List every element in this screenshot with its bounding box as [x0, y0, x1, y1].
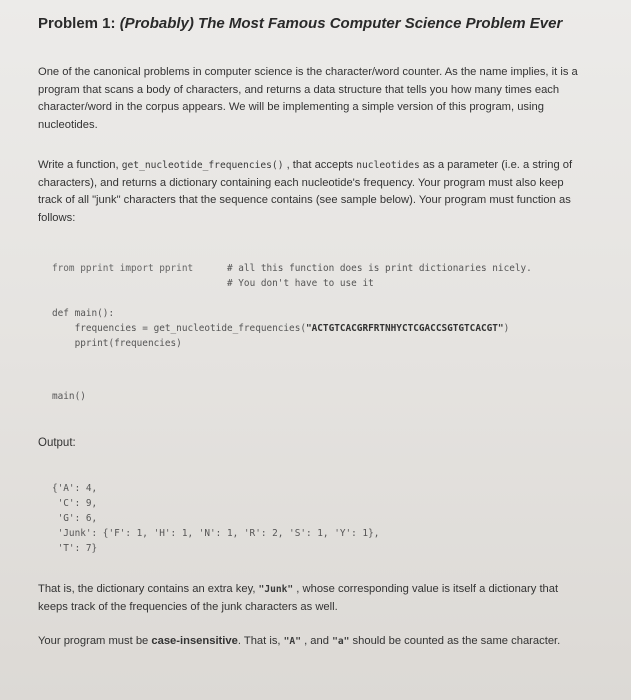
code-comment-2: # You don't have to use it	[227, 278, 374, 289]
output-line: {'A': 4,	[52, 483, 98, 494]
assign-prefix: frequencies = get_nucleotide_frequencies(	[52, 323, 306, 334]
case-paragraph	[38, 633, 588, 651]
code-def-line: def main():	[52, 308, 115, 319]
problem-title	[38, 15, 598, 32]
lower-a-code: "a"	[332, 636, 350, 647]
junk-text-1: That is, the dictionary contains an extra key,	[38, 583, 259, 595]
code-main-call: main()	[52, 391, 86, 402]
code-print-line: pprint(frequencies)	[52, 338, 182, 349]
junk-key-code: "Junk"	[258, 584, 294, 595]
junk-text-2: , whose corresponding value is itself a dictionary that keeps track of the frequencies of the junk characters as well.	[38, 583, 559, 613]
function-name-code: get_nucleotide_frequencies()	[121, 160, 284, 171]
case-insensitive-emphasis: case-insensitive	[151, 635, 238, 647]
output-line: 'C': 9,	[52, 498, 98, 509]
output-line: 'G': 6,	[52, 513, 98, 524]
output-line: 'Junk': {'F': 1, 'H': 1, 'N': 1, 'R': 2, 'S': 1, 'Y': 1},	[52, 528, 380, 539]
case-text-2: . That is,	[237, 635, 284, 647]
upper-a-code: "A"	[283, 636, 301, 647]
task-paragraph	[38, 157, 588, 227]
param-name-code: nucleotides	[356, 160, 420, 171]
case-text-4: should be counted as the same character.	[349, 635, 561, 647]
intro-paragraph: One of the canonical problems in computer science is the character/word counter. As the name implies, it is a program that scans a body of characters, and returns a data structure that tells you how many times each character/word in the corpus appears. We will be implementing a simple version of this program, using nucleotides.	[38, 66, 578, 131]
output-line: 'T': 7}	[52, 543, 98, 554]
junk-paragraph	[38, 581, 588, 616]
title-prefix: Problem 1:	[38, 15, 120, 32]
case-text-1: Your program must be	[38, 635, 152, 647]
assign-suffix: )	[503, 323, 510, 334]
code-comment-1: # all this function does is print dictionaries nicely.	[227, 263, 532, 274]
code-assign-line	[52, 321, 509, 336]
task-text-2: , that accepts	[283, 159, 357, 171]
task-text-3: as a parameter (i.e. a string of characters), and returns a dictionary containing each nucleotide's frequency. Your program must also keep track of all "junk" characters that the sequence contains (see sample below). Your program must function as follows:	[38, 159, 573, 224]
task-text-1: Write a function,	[38, 159, 122, 171]
import-statement: from pprint import pprint	[52, 263, 194, 274]
sequence-string: "ACTGTCACGRFRTNHYCTCGACCSGTGTCACGT"	[306, 323, 504, 334]
code-import-line	[52, 261, 193, 276]
output-label: Output:	[38, 437, 76, 449]
case-text-3: , and	[300, 635, 333, 647]
title-italic: (Probably) The Most Famous Computer Science Problem Ever	[119, 15, 563, 32]
